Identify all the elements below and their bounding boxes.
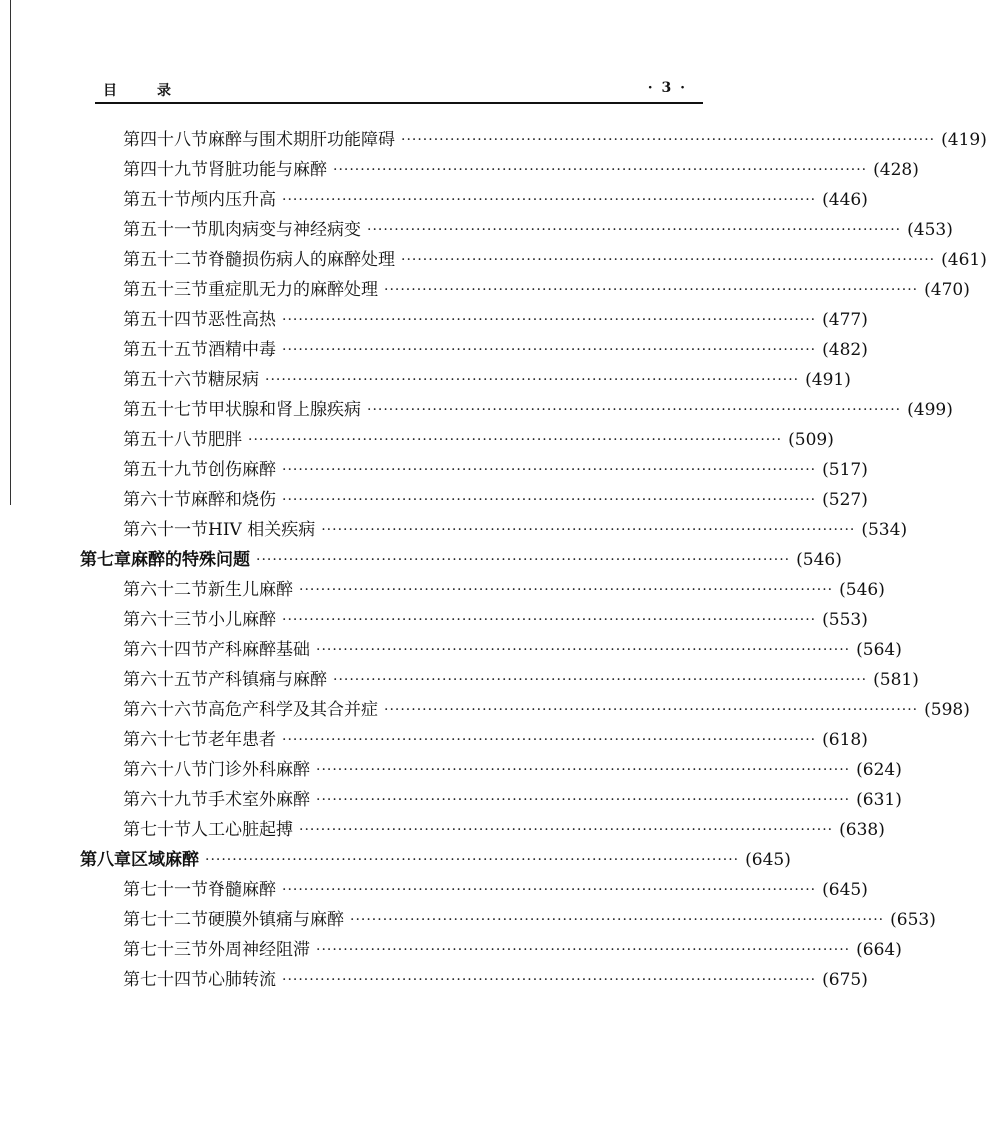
toc-entry-number: 第六十一节	[123, 520, 208, 540]
toc-entry-number: 第七十四节	[123, 970, 208, 990]
toc-entry[interactable]	[123, 788, 902, 812]
toc-entry[interactable]	[123, 908, 936, 932]
toc-entry-number: 第七十一节	[123, 880, 208, 900]
dot-leader: ··································································································	[350, 912, 885, 928]
toc-entry-page: (517)	[822, 460, 868, 480]
toc-entry-number: 第四十八节	[123, 130, 208, 150]
toc-entry-page: (631)	[856, 790, 902, 810]
toc-entry-title: 产科镇痛与麻醉	[208, 670, 327, 690]
dot-leader: ··································································································	[282, 192, 817, 208]
toc-entry-number: 第五十节	[123, 190, 191, 210]
dot-leader: ··································································································	[256, 552, 791, 568]
toc-entry-title: 脊髓损伤病人的麻醉处理	[208, 250, 395, 270]
dot-leader: ··································································································	[248, 432, 783, 448]
toc-entry[interactable]	[123, 878, 868, 902]
toc-entry-title: 麻醉和烧伤	[191, 490, 276, 510]
toc-entry-title: 创伤麻醉	[208, 460, 276, 480]
toc-chapter-title: 区域麻醉	[131, 850, 199, 870]
toc-entry-title: 甲状腺和肾上腺疾病	[208, 400, 361, 420]
toc-entry-number: 第五十七节	[123, 400, 208, 420]
toc-entry-page: (470)	[924, 280, 970, 300]
dot-leader: ··································································································	[316, 942, 851, 958]
dot-leader: ··································································································	[316, 642, 851, 658]
toc-entry-page: (581)	[873, 670, 919, 690]
toc-entry-title: 麻醉与围术期肝功能障碍	[208, 130, 395, 150]
toc-entry-number: 第六十四节	[123, 640, 208, 660]
toc-entry-number: 第五十九节	[123, 460, 208, 480]
toc-entry-title: 高危产科学及其合并症	[208, 700, 378, 720]
toc-entry-page: (491)	[805, 370, 851, 390]
dot-leader: ··································································································	[316, 762, 851, 778]
toc-entry-title: 小儿麻醉	[208, 610, 276, 630]
toc-entry[interactable]	[123, 338, 868, 362]
toc-entry[interactable]	[123, 608, 868, 632]
toc-entry[interactable]	[123, 218, 953, 242]
toc-entry[interactable]	[123, 398, 953, 422]
toc-entry-page: (527)	[822, 490, 868, 510]
toc-entry[interactable]	[123, 248, 987, 272]
dot-leader: ··································································································	[367, 222, 902, 238]
toc-chapter-page: (546)	[796, 550, 842, 570]
toc-entry-page: (534)	[861, 520, 908, 540]
toc-entry[interactable]	[123, 308, 868, 332]
toc-entry-page: (675)	[822, 970, 868, 990]
toc-entry-page: (477)	[822, 310, 868, 330]
toc-entry-number: 第五十五节	[123, 340, 208, 360]
toc-entry[interactable]	[123, 818, 885, 842]
dot-leader: ··································································································	[401, 132, 936, 148]
toc-entry-number: 第五十八节	[123, 430, 208, 450]
toc-entry-number: 第六十二节	[123, 580, 208, 600]
toc-entry-number: 第七十三节	[123, 940, 208, 960]
toc-entry-title: 硬膜外镇痛与麻醉	[208, 910, 344, 930]
toc-entry[interactable]	[123, 158, 919, 182]
toc-entry-title: 外周神经阻滞	[208, 940, 310, 960]
toc-entry-title: HIV 相关疾病	[208, 520, 316, 540]
toc-entry-page: (553)	[822, 610, 868, 630]
page-margin-line	[10, 0, 11, 505]
toc-entry[interactable]	[123, 728, 868, 752]
toc-entry-number: 第六十八节	[123, 760, 208, 780]
toc-entry[interactable]	[123, 188, 868, 212]
toc-entry-page: (618)	[822, 730, 868, 750]
toc-entry[interactable]	[123, 368, 851, 392]
toc-entry-page: (598)	[924, 700, 970, 720]
toc-entry-number: 第六十五节	[123, 670, 208, 690]
dot-leader: ··································································································	[282, 312, 817, 328]
toc-entry-title: 糖尿病	[208, 370, 259, 390]
toc-entry-page: (653)	[890, 910, 936, 930]
toc-entry-title: 脊髓麻醉	[208, 880, 276, 900]
toc-entry-page: (645)	[822, 880, 868, 900]
dot-leader: ··································································································	[282, 882, 817, 898]
dot-leader: ··································································································	[282, 462, 817, 478]
toc-entry[interactable]	[123, 938, 902, 962]
dot-leader: ··································································································	[333, 162, 868, 178]
toc-entry-page: (546)	[839, 580, 885, 600]
toc-entry-title: 肌肉病变与神经病变	[208, 220, 361, 240]
toc-entry[interactable]	[123, 518, 908, 542]
toc-entry-page: (624)	[856, 760, 902, 780]
toc-entry-title: 肾脏功能与麻醉	[208, 160, 327, 180]
toc-entry-page: (446)	[822, 190, 868, 210]
toc-chapter[interactable]	[80, 848, 791, 872]
dot-leader: ··································································································	[282, 342, 817, 358]
dot-leader: ··································································································	[282, 972, 817, 988]
toc-entry-title: 手术室外麻醉	[208, 790, 310, 810]
header-page-number: · 3 ·	[647, 80, 687, 96]
toc-entry-title: 人工心脏起搏	[191, 820, 293, 840]
toc-entry-page: (482)	[822, 340, 868, 360]
header-title-char-1: 目	[103, 83, 117, 99]
toc-entry-number: 第六十六节	[123, 700, 208, 720]
toc-entry-page: (638)	[839, 820, 885, 840]
toc-entry-page: (461)	[941, 250, 987, 270]
toc-entry-page: (453)	[907, 220, 953, 240]
dot-leader: ··································································································	[384, 282, 919, 298]
toc-chapter-title: 麻醉的特殊问题	[131, 550, 250, 570]
toc-entry-title: 颅内压升高	[191, 190, 276, 210]
toc-entry-title: 酒精中毒	[208, 340, 276, 360]
toc-entry-number: 第五十六节	[123, 370, 208, 390]
toc-entry-title: 心肺转流	[208, 970, 276, 990]
toc-entry-title: 肥胖	[208, 430, 242, 450]
toc-entry[interactable]	[123, 128, 987, 152]
toc-entry[interactable]	[123, 488, 868, 512]
toc-entry-number: 第四十九节	[123, 160, 208, 180]
toc-entry-page: (509)	[788, 430, 834, 450]
toc-entry-number: 第六十七节	[123, 730, 208, 750]
toc-entry[interactable]	[123, 458, 868, 482]
dot-leader: ··································································································	[316, 792, 851, 808]
header-title-char-2: 录	[157, 83, 171, 99]
dot-leader: ··································································································	[282, 612, 817, 628]
toc-entry-number: 第七十节	[123, 820, 191, 840]
toc-entry-page: (564)	[856, 640, 902, 660]
toc-entry-number: 第六十九节	[123, 790, 208, 810]
toc-entry-title: 门诊外科麻醉	[208, 760, 310, 780]
page-header	[95, 80, 703, 104]
toc-chapter-number: 第八章	[80, 850, 131, 870]
toc-entry-page: (428)	[873, 160, 919, 180]
dot-leader: ··································································································	[333, 672, 868, 688]
toc-entry-title: 恶性高热	[208, 310, 276, 330]
toc-entry-title: 产科麻醉基础	[208, 640, 310, 660]
dot-leader: ··································································································	[282, 492, 817, 508]
toc-entry[interactable]	[123, 638, 902, 662]
toc-entry-number: 第五十二节	[123, 250, 208, 270]
toc-entry[interactable]	[123, 278, 970, 302]
toc-entry-number: 第七十二节	[123, 910, 208, 930]
toc-entry-title: 重症肌无力的麻醉处理	[208, 280, 378, 300]
toc-entry-page: (664)	[856, 940, 902, 960]
toc-entry-number: 第五十四节	[123, 310, 208, 330]
toc-entry[interactable]	[123, 968, 868, 992]
toc-entry[interactable]	[123, 668, 919, 692]
dot-leader: ··································································································	[401, 252, 936, 268]
toc-entry-number: 第六十三节	[123, 610, 208, 630]
toc-entry-page: (499)	[907, 400, 953, 420]
dot-leader: ··································································································	[299, 822, 834, 838]
toc-entry-number: 第五十三节	[123, 280, 208, 300]
dot-leader: ··································································································	[384, 702, 919, 718]
toc-entry-number: 第五十一节	[123, 220, 208, 240]
dot-leader: ··································································································	[321, 522, 856, 538]
toc-entry-page: (419)	[941, 130, 987, 150]
dot-leader: ··································································································	[282, 732, 817, 748]
dot-leader: ··································································································	[299, 582, 834, 598]
toc-entry-number: 第六十节	[123, 490, 191, 510]
toc-entry-title: 新生儿麻醉	[208, 580, 293, 600]
toc-chapter-page: (645)	[745, 850, 791, 870]
toc-entry[interactable]	[123, 578, 885, 602]
toc-entry-title: 老年患者	[208, 730, 276, 750]
toc-entry[interactable]	[123, 698, 970, 722]
dot-leader: ··································································································	[265, 372, 800, 388]
dot-leader: ··································································································	[205, 852, 740, 868]
toc-chapter[interactable]	[80, 548, 842, 572]
toc-entry[interactable]	[123, 428, 834, 452]
toc-chapter-number: 第七章	[80, 550, 131, 570]
dot-leader: ··································································································	[367, 402, 902, 418]
header-title	[103, 80, 171, 100]
toc-entry[interactable]	[123, 758, 902, 782]
